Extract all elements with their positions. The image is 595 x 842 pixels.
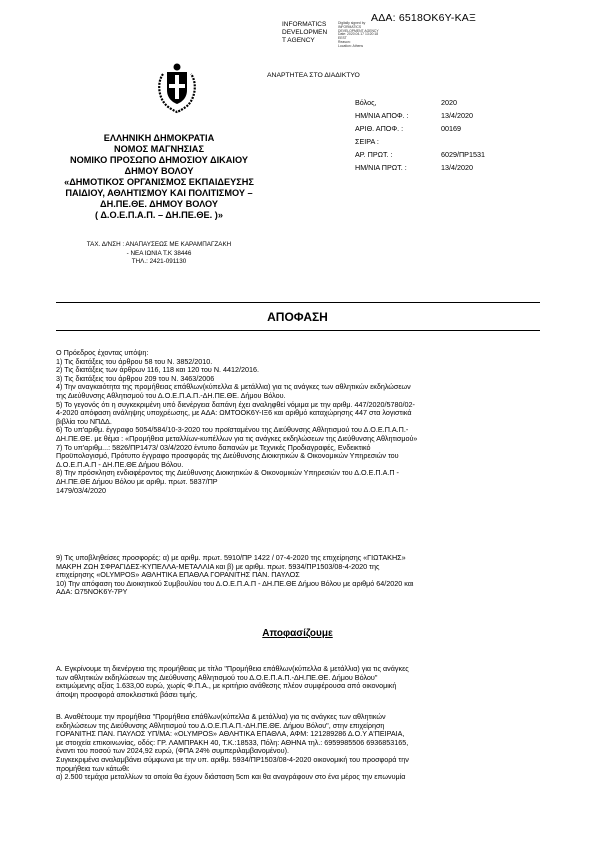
contact-address: ΤΑΧ. Δ/ΝΣΗ : ΑΝΑΠΑΥΣΕΩΣ ΜΕ ΚΑΡΑΜΠΑΓΖΑΚΗ - ΝΕΑ ΙΩΝΙΑ Τ.Κ 38446 ΤΗΛ.: 2421-091130 (86, 241, 232, 265)
divider-top (56, 302, 540, 303)
greek-coat-of-arms-icon (155, 60, 199, 114)
signature-details: Digitally signed by INFORMATICS DEVELOPMENT AGENCY Date: 2020.04.17 13:20:18 EEST Reason: Location: Athens (338, 21, 379, 48)
considerations-section: Ο Πρόεδρος έχοντας υπόψη: 1) Τις διατάξεις του άρθρου 58 του Ν. 3852/2010. 2) Τις διατάξεις των άρθρων 116, 118 και 120 του Ν. 4412/2016. 3) Τις διατάξεις του άρθρου 209 του Ν. 3463/2006 4) Την αναγκαιότητα της προμήθειας επάθλων(κύπελλα & μετάλλια) για τις ανάγκες των αθλητικών εκδηλώσεων της Διεύθυνσης Αθλητισμού του Δ.Ο.Ε.Π.Α.Π.-ΔΗ.ΠΕ.ΘΕ. Δήμου Βόλου. 5) Το γεγονός ότι η συγκεκριμένη υπό διενέργεια δαπάνη έχει αναληφθεί νόμιμα με την αριθμ. 447/2020/5780/02- 4-2020 απόφαση ανάληψης υποχρέωσης, με ΑΔΑ: ΩΜΤΟΟΚ6Υ-ΙΞ6 και αριθμό καταχώρησης 447 στα λογιστικά βιβλία του ΝΠΔΔ. 6) Το υπ'αριθμ. έγγραφο 5054/584/10-3-2020 του προϊσταμένου της Διεύθυνσης Αθλητισμού του Δ.Ο.Ε.Π.Α.Π.- ΔΗ.ΠΕ.ΘΕ. με θέμα : «Προμήθεια μεταλλίων-κυπέλλων για τις ανάγκες εκδηλώσεων της Διεύθυνσης Αθλητισμού» 7) Το υπ'αριθμ...: 5826/ΠΡ1473/ 03/4/2020 έντυπο δαπανών με Τεχνικές Προδιαγραφές, Ενδεικτικό Προϋπολογισμό, Πρότυπο έγγραφο προσφοράς της Διεύθυνσης Διοικητικών & Οικονομικών Υπηρεσιών του Δ.Ο.Ε.Π.Α.Π - ΔΗ.ΠΕ.ΘΕ Δήμου Βόλου. 8) Την πρόσκληση ενδιαφέροντος της Διεύθυνσης Διοικητικών & Οικονομικών Υπηρεσιών του Δ.Ο.Ε.Π.Α.Π - ΔΗ.ΠΕ.ΘΕ Δήμου Βόλου με αριθμ. πρωτ. 5837/ΠΡ 1479/03/4/2020 (56, 348, 418, 495)
ada-code: ΑΔΑ: 6518ΟΚ6Υ-ΚΑΞ (371, 12, 477, 24)
considerations-section-continued: 9) Τις υποβληθείσες προσφορές: α) με αριθμ. πρωτ. 5910/ΠΡ 1422 / 07-4-2020 της επιχείρησης «ΓΙΩΤΑΚΗΣ» ΜΑΚΡΗ ΖΩΗ ΣΦΡΑΓΙΔΕΣ-ΚΥΠΕΛΛΑ-ΜΕΤΑΛΛΙΑ και β) με αριθμ. πρωτ. 5934/ΠΡ1503/08-4-2020 της επιχείρησης «OLYMPOS» ΑΘΛΗΤΙΚΑ ΕΠΑΘΛΑ ΓΟΡΑΝΙΤΗΣ ΠΑΝ. ΠΑΥΛΟΣ 10) Την απόφαση του Διοικητικού Συμβουλίου του Δ.Ο.Ε.Π.Α.Π - ΔΗ.ΠΕ.ΘΕ Δήμου Βόλου με αριθμό 64/2020 και ΑΔΑ: Ω75ΝΟΚ6Υ-7ΡΥ (56, 553, 414, 597)
decision-title: ΑΠΟΦΑΣΗ (267, 310, 328, 324)
meta-row-protocol-number: ΑΡ. ΠΡΩΤ. : 6029/ΠΡ1531 (355, 150, 485, 159)
posted-online-note: ΑΝΑΡΤΗΤΕΑ ΣΤΟ ΔΙΑΔΙΚΤΥΟ (267, 72, 360, 79)
issuing-authority: ΕΛΛΗΝΙΚΗ ΔΗΜΟΚΡΑΤΙΑ ΝΟΜΟΣ ΜΑΓΝΗΣΙΑΣ ΝΟΜΙΚΟ ΠΡΟΣΩΠΟ ΔΗΜΟΣΙΟΥ ΔΙΚΑΙΟΥ ΔΗΜΟΥ ΒΟΛΟΥ «ΔΗΜΟΤΙΚΟΣ ΟΡΓΑΝΙΣΜΟΣ ΕΚΠΑΙΔΕΥΣΗΣ ΠΑΙΔΙΟΥ, ΑΘΛΗΤΙΣΜΟΥ ΚΑΙ ΠΟΛΙΤΙΣΜΟΥ – ΔΗ.ΠΕ.ΘΕ. ΔΗΜΟΥ ΒΟΛΟΥ ( Δ.Ο.Ε.Π.Α.Π. – ΔΗ.ΠΕ.ΘΕ. )» (64, 133, 254, 220)
decision-metadata (355, 98, 535, 176)
divider-bottom (56, 330, 540, 331)
meta-row-protocol-date: ΗΜ/ΝΙΑ ΠΡΩΤ. : 13/4/2020 (355, 163, 473, 172)
meta-row-city: Βόλος, 2020 (355, 98, 457, 107)
resolution-heading: Αποφασίζουμε (262, 628, 333, 639)
meta-row-series: ΣΕΙΡΑ : (355, 137, 379, 146)
resolution-b: Β. Αναθέτουμε την προμήθεια "Προμήθεια επάθλων(κύπελλα & μετάλλια) για τις ανάγκες των αθλητικών εκδηλώσεων της Διεύθυνσης Αθλητισμού του Δ.Ο.Ε.Π.Α.Π.-ΔΗ.ΠΕ.ΘΕ. Δήμου Βόλου", στην επιχείρηση ΓΟΡΑΝΙΤΗΣ ΠΑΝ. ΠΑΥΛΟΣ ΥΠ/ΜΑ: «OLYMPOS» ΑΘΛΗΤΙΚΑ ΕΠΑΘΛΑ, ΑΦΜ: 121289286 Δ.Ο.Υ Α'ΠΕΙΡΑΙΑ, με στοιχεία επικοινωνίας, οδός: ΓΡ. ΛΑΜΠΡΑΚΗ 40, Τ.Κ.:18533, Πόλη: ΑΘΗΝΑ τηλ.: 6959985506 6936853165, έναντι του ποσού των 2024,92 ευρώ, (ΦΠΑ 24% συμπεριλαμβανομένου). Συγκεκριμένα αναλαμβάνει σύμφωνα με την υπ. αριθμ. 5934/ΠΡ1503/08-4-2020 οικονομική του προσφορά την προμήθεια των κάτωθι: α) 2.500 τεμάχια μεταλλίων τα οποία θα έχουν διάσταση 5cm και θα αναγράφουν στο ένα μέρος την επωνυμία (56, 712, 409, 782)
meta-row-decision-number: ΑΡΙΘ. ΑΠΟΦ. : 00169 (355, 124, 461, 133)
meta-row-decision-date: ΗΜ/ΝΙΑ ΑΠΟΦ. : 13/4/2020 (355, 111, 473, 120)
signature-agency-name: INFORMATICS DEVELOPMEN T AGENCY (282, 21, 328, 44)
digital-signature-stamp (282, 21, 408, 49)
resolution-a: Α. Εγκρίνουμε τη διενέργεια της προμήθειας με τίτλο "Προμήθεια επάθλων(κύπελλα & μετάλλια) για τις ανάγκες των αθλητικών εκδηλώσεων της Διεύθυνσης Αθλητισμού του Δ.Ο.Ε.Π.Α.Π.-ΔΗ.ΠΕ.ΘΕ. Δήμου Βόλου" εκτιμώμενης αξίας 1.633,00 ευρώ, χωρίς Φ.Π.Α., με κριτήριο ανάθεσης πλέον συμφέρουσα από οικονομική άποψη προσφορά αποκλειστικά βάσει τιμής. (56, 664, 409, 699)
